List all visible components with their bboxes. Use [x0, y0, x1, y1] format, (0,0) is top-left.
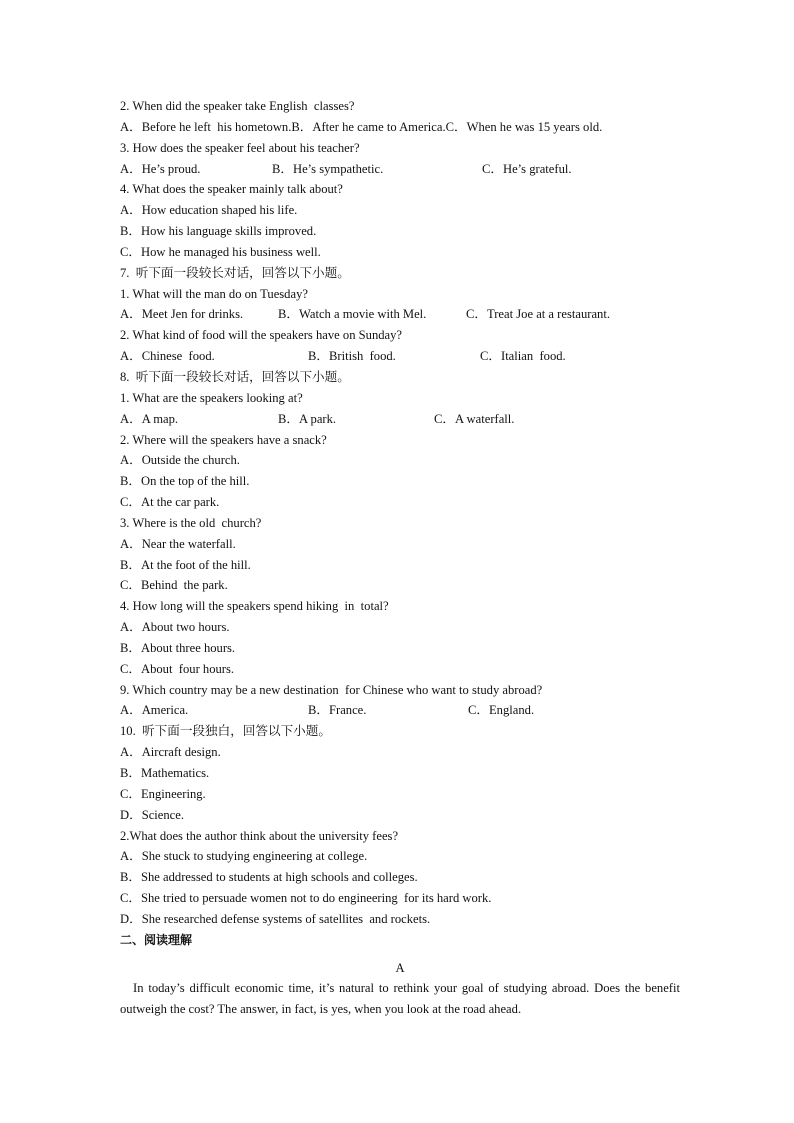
option-a: A．He’s proud.	[120, 161, 201, 176]
q6-2-options: A．Before he left his hometown.B．After he came to America.C．When he was 15 years old.	[120, 119, 603, 134]
passage-label: A	[395, 960, 405, 975]
q9-prompt: 9. Which country may be a new destination for Chinese who want to study abroad?	[120, 682, 543, 697]
q7-heading: 7. 听下面一段较长对话，回答以下小题。	[120, 265, 350, 280]
q10-1-option-d: D．Science.	[120, 807, 184, 822]
q10-2-option-c: C．She tried to persuade women not to do engineering for its hard work.	[120, 891, 492, 906]
option-a: A．Chinese food.	[120, 349, 215, 364]
option-a: A．Meet Jen for drinks.	[120, 307, 244, 322]
q10-1-option-b: B．Mathematics.	[120, 766, 210, 780]
q10-1-option-a: A．Aircraft design.	[120, 745, 221, 760]
q6-4-prompt: 4. What does the speaker mainly talk about?	[120, 182, 343, 197]
q7-1-prompt: 1. What will the man do on Tuesday?	[120, 286, 308, 301]
option-c: C．A waterfall.	[434, 411, 515, 426]
option-c: C．Treat Joe at a restaurant.	[466, 307, 610, 322]
q9-options	[120, 700, 680, 721]
option-b: B．A park.	[278, 411, 337, 426]
q7-2-prompt: 2. What kind of food will the speakers have on Sunday?	[120, 328, 403, 343]
q10-2-option-d: D．She researched defense systems of satellites and rockets.	[120, 911, 431, 926]
q8-2-prompt: 2. Where will the speakers have a snack?	[120, 432, 327, 447]
option-b: B．France.	[308, 703, 367, 718]
option-a: A．America.	[120, 703, 189, 718]
q8-1-options	[120, 409, 680, 430]
option-c: C．Italian food.	[480, 349, 566, 364]
q10-heading: 10. 听下面一段独白，回答以下小题。	[120, 724, 331, 739]
option-c: C．He’s grateful.	[482, 161, 572, 176]
q8-4-option-c: C．About four hours.	[120, 661, 235, 676]
q8-2-option-b: B．On the top of the hill.	[120, 474, 250, 489]
q10-2-prompt: 2.What does the author think about the university fees?	[120, 828, 399, 843]
option-b: B．British food.	[308, 349, 396, 364]
q6-3-prompt: 3. How does the speaker feel about his teacher?	[120, 140, 360, 155]
q8-3-option-b: B．At the foot of the hill.	[120, 557, 251, 572]
q6-4-option-a: A．How education shaped his life.	[120, 203, 298, 218]
q7-1-options	[120, 304, 680, 325]
q8-3-option-a: A．Near the waterfall.	[120, 536, 236, 551]
option-b: B．Watch a movie with Mel.	[278, 307, 427, 322]
passage-paragraph: In today’s difficult economic time, it’s natural to rethink your goal of studying abroad. Does the benefit outweigh the cost? The answer, in fact, is yes, when you look at the road ahead.	[120, 981, 680, 1017]
q8-3-prompt: 3. Where is the old church?	[120, 515, 262, 530]
q10-2-option-a: A．She stuck to studying engineering at college.	[120, 849, 368, 864]
q8-2-option-c: C．At the car park.	[120, 495, 220, 510]
option-a: A．A map.	[120, 411, 179, 426]
q8-heading: 8. 听下面一段较长对话，回答以下小题。	[120, 369, 350, 384]
section-heading: 二、阅读理解	[120, 932, 193, 947]
q6-2-prompt: 2. When did the speaker take English classes?	[120, 99, 355, 113]
q6-4-option-c: C．How he managed his business well.	[120, 244, 321, 259]
q8-1-prompt: 1. What are the speakers looking at?	[120, 390, 303, 405]
q8-4-option-a: A．About two hours.	[120, 620, 230, 635]
q10-2-option-b: B．She addressed to students at high schools and colleges.	[120, 870, 418, 885]
q8-4-prompt: 4. How long will the speakers spend hiking in total?	[120, 599, 389, 614]
option-b: B．He’s sympathetic.	[272, 161, 384, 176]
document-page	[120, 96, 680, 1020]
q6-4-option-b: B．How his language skills improved.	[120, 224, 317, 239]
q10-1-option-c: C．Engineering.	[120, 786, 206, 801]
q8-2-option-a: A．Outside the church.	[120, 453, 240, 468]
option-c: C．England.	[468, 703, 535, 718]
q7-2-options	[120, 346, 680, 367]
q8-3-option-c: C．Behind the park.	[120, 578, 228, 593]
q6-3-options	[120, 159, 680, 180]
q8-4-option-b: B．About three hours.	[120, 640, 236, 655]
